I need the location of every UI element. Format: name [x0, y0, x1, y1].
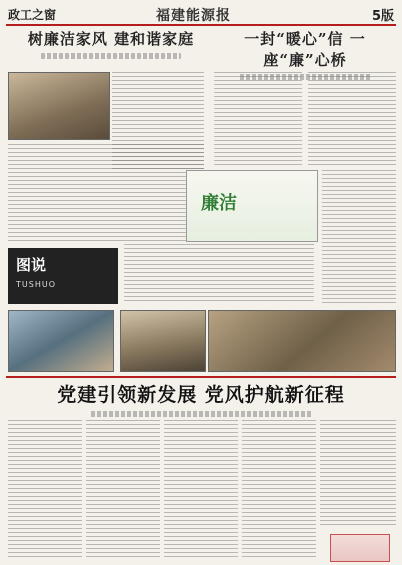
text-block: [164, 420, 238, 560]
photo-left-top: [8, 72, 110, 140]
paper-name: 福建能源报: [156, 8, 231, 24]
red-seal-graphic: [330, 534, 390, 562]
article-left-header: [14, 28, 208, 59]
section-name: 政工之窗: [8, 8, 57, 22]
ad-word: 廉洁: [201, 193, 237, 214]
article-right-headline: 一封“暖心”信 一座“廉”心桥: [244, 30, 366, 69]
tushuo-subtitle: TUSHUO: [16, 280, 56, 289]
text-block: [242, 420, 316, 560]
photo-news-1: [8, 310, 114, 372]
article-left-headline: 树廉洁家风 建和谐家庭: [27, 30, 195, 48]
page-number: 5版: [371, 9, 394, 24]
integrity-ad: [186, 170, 318, 242]
photo-news-2: [120, 310, 206, 372]
text-block: [86, 420, 160, 560]
article-bottom-header: [6, 380, 396, 417]
tushuo-title: 图说: [16, 256, 47, 274]
photo-news-3: [208, 310, 396, 372]
text-block: [8, 420, 82, 560]
article-bottom-headline: 党建引领新发展 党风护航新征程: [57, 384, 345, 406]
article-left-subheadline: [41, 53, 181, 59]
text-block: [322, 170, 396, 304]
text-block: [124, 244, 314, 304]
text-block: [308, 72, 396, 166]
article-bottom-subheadline: [91, 411, 311, 417]
text-block: [8, 144, 204, 244]
masthead: [6, 4, 396, 26]
section-divider: [6, 376, 396, 378]
tushuo-section: [8, 248, 118, 304]
text-block: [214, 72, 302, 166]
text-block: [320, 420, 396, 528]
